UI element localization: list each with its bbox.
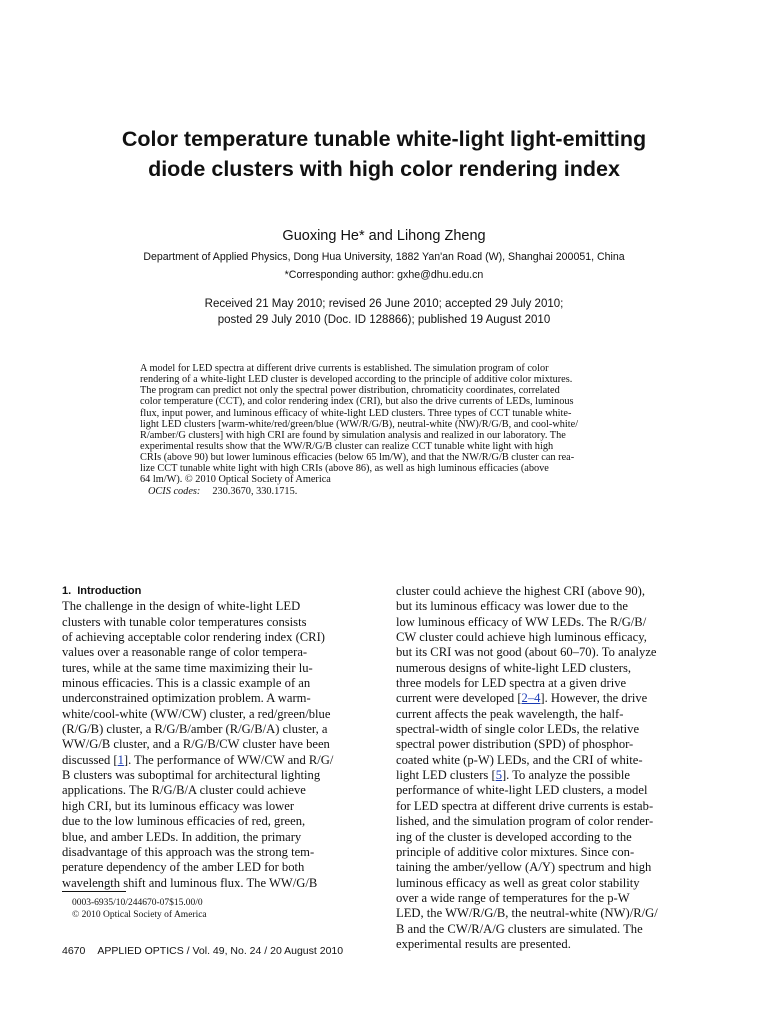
text-line: lize CCT tunable white light with high CRIs (above 86), as well as high luminous efficacies (above [140, 463, 549, 475]
text-line: but its luminous efficacy was lower due to the [396, 599, 629, 614]
text-line: due to the low luminous efficacies of red, green, [62, 814, 306, 829]
text-line: high CRI, but its luminous efficacy was lower [62, 798, 295, 813]
text-line: applications. The R/G/B/A cluster could achieve [62, 783, 306, 798]
text-line: spectral power distribution (SPD) of phosphor- [396, 737, 634, 752]
page-number: 4670 [62, 945, 86, 957]
text-line: taining the amber/yellow (A/Y) spectrum and high [396, 860, 652, 875]
text-line: (R/G/B) cluster, a R/G/B/amber (R/G/B/A) cluster, a [62, 722, 328, 737]
text-line: coated white (p-W) LEDs, and the CRI of white- [396, 752, 643, 767]
history-line-2: posted 29 July 2010 (Doc. ID 128866); published 19 August 2010 [217, 314, 551, 326]
text-line: disadvantage of this approach was the strong tem- [62, 844, 315, 859]
text-line: light LED clusters [warm-white/red/green/blue (WW/R/G/B), neutral-white (NW)/R/G/B, and cool-white/ [140, 418, 579, 430]
text-line: for LED spectra at different drive currents is estab- [396, 798, 654, 813]
text-line: discussed [1]. The performance of WW/CW and R/G/ [62, 752, 334, 767]
text-line: experimental results show that the WW/R/G/B cluster can realize CCT tunable white light with high [140, 440, 554, 452]
text-line: light LED clusters [5]. To analyze the possible [396, 768, 630, 783]
text-line: The challenge in the design of white-light LED [62, 599, 301, 614]
text-line: principle of additive color mixtures. Since con- [396, 844, 635, 859]
text-line: cluster could achieve the highest CRI (above 90), [396, 584, 645, 598]
section-title: Introduction [77, 585, 142, 597]
text-line: performance of white-light LED clusters, a model [396, 783, 648, 798]
text-line: three models for LED spectra at a given drive [396, 676, 627, 691]
abstract-body [140, 363, 630, 486]
abstract [140, 363, 630, 497]
ocis-label: OCIS codes: [148, 485, 201, 497]
text-line: minous efficacies. This is a classic example of an [62, 676, 311, 691]
title-line-2: diode clusters with high color rendering index [148, 157, 620, 181]
text-line: lished, and the simulation program of color render- [396, 814, 654, 829]
text-line: low luminous efficacy of WW LEDs. The R/G/B/ [396, 614, 647, 629]
text-line: values over a reasonable range of color tempera- [62, 645, 308, 660]
right-paragraph-part-3 [396, 783, 708, 952]
footnote-rule [62, 891, 126, 892]
page-footer [62, 944, 343, 958]
text-line: luminous efficacy as well as great color stability [396, 875, 640, 890]
publication-history [0, 296, 768, 328]
text-line: CRIs (above 90) but lower luminous efficacies (below 65 lm/W), and that the NW/R/G/B cluster can rea- [140, 452, 575, 464]
text-line: spectral-width of single color LEDs, the relative [396, 722, 640, 737]
text-line: ing of the cluster is developed according to the [396, 829, 632, 844]
left-column [62, 584, 374, 891]
text-line: blue, and amber LEDs. In addition, the primary [62, 829, 302, 844]
text-line: wavelength shift and luminous flux. The WW/G/B [62, 875, 318, 890]
text-line: WW/G/B cluster, and a R/G/B/CW cluster have been [62, 737, 330, 752]
authors: Guoxing He* and Lihong Zheng [282, 228, 486, 244]
citation-link-5[interactable]: 5 [495, 768, 502, 783]
section-heading [62, 584, 374, 599]
text-line: but its CRI was not good (about 60–70). To analyze [396, 645, 657, 660]
text-line: perature dependency of the amber LED for both [62, 860, 305, 875]
ocis-codes [140, 486, 630, 497]
text-line: R/amber/G clusters] with high CRI are found by simulation analysis and realized in our laboratory. The [140, 429, 566, 441]
text-line: white/cool-white (WW/CW) cluster, a red/green/blue [62, 706, 331, 721]
citation-link-1[interactable]: 1 [117, 752, 124, 767]
text-line: current were developed [2–4]. However, the drive [396, 691, 648, 706]
issn-line: 0003-6935/10/244670-07$15.00/0 [72, 898, 203, 908]
text-line: color temperature (CCT), and color rendering index (CRI), but also the drive currents of LEDs, luminous [140, 396, 574, 408]
text-line: rendering of a white-light LED cluster is developed according to the principle of additive color mixtures. [140, 374, 573, 386]
text-line: over a wide range of temperatures for the p-W [396, 890, 630, 905]
journal-info: APPLIED OPTICS / Vol. 49, No. 24 / 20 August 2010 [97, 945, 344, 957]
text-line: LED, the WW/R/G/B, the neutral-white (NW)/R/G/ [396, 906, 658, 921]
text-line: numerous designs of white-light LED clusters, [396, 660, 632, 675]
text-line: clusters with tunable color temperatures consists [62, 614, 307, 629]
citation-link-2-4[interactable]: 2–4 [521, 691, 541, 706]
text-line: B clusters was suboptimal for architectural lighting [62, 768, 321, 783]
text-line: underconstrained optimization problem. A warm- [62, 691, 311, 706]
text-line: B and the CW/R/A/G clusters are simulated. The [396, 921, 643, 936]
corresponding-author: *Corresponding author: gxhe@dhu.edu.cn [284, 269, 484, 281]
text-line: tures, while at the same time maximizing their lu- [62, 660, 313, 675]
title-line-1: Color temperature tunable white-light light-emitting [121, 127, 647, 151]
affiliation: Department of Applied Physics, Dong Hua University, 1882 Yan'an Road (W), Shanghai 200051, China [143, 251, 625, 263]
copyright-note [72, 897, 207, 921]
right-paragraph-part-2 [396, 707, 708, 768]
right-paragraph-part-1 [396, 584, 708, 691]
text-line: experimental results are presented. [396, 936, 571, 951]
text-line: CW cluster could achieve high luminous efficacy, [396, 630, 647, 645]
copyright-line: © 2010 Optical Society of America [72, 910, 207, 920]
text-line: A model for LED spectra at different drive currents is established. The simulation program of color [140, 363, 549, 374]
text-line: 64 lm/W). © 2010 Optical Society of America [140, 474, 331, 486]
text-line: of achieving acceptable color rendering index (CRI) [62, 630, 325, 645]
text-line: The program can predict not only the spectral power distribution, chromaticity coordinates, correlated [140, 385, 560, 397]
right-column [396, 584, 708, 952]
section-number: 1. [62, 585, 72, 597]
left-paragraph-part-2 [62, 768, 374, 891]
text-line: flux, input power, and luminous efficacy of white-light LED clusters. Three types of CCT tunable white- [140, 407, 572, 419]
left-paragraph-part-1 [62, 599, 374, 752]
history-line-1: Received 21 May 2010; revised 26 June 2010; accepted 29 July 2010; [204, 298, 564, 310]
article-title [0, 124, 768, 184]
text-line: current affects the peak wavelength, the half- [396, 706, 624, 721]
ocis-values: 230.3670, 330.1715. [212, 485, 298, 497]
